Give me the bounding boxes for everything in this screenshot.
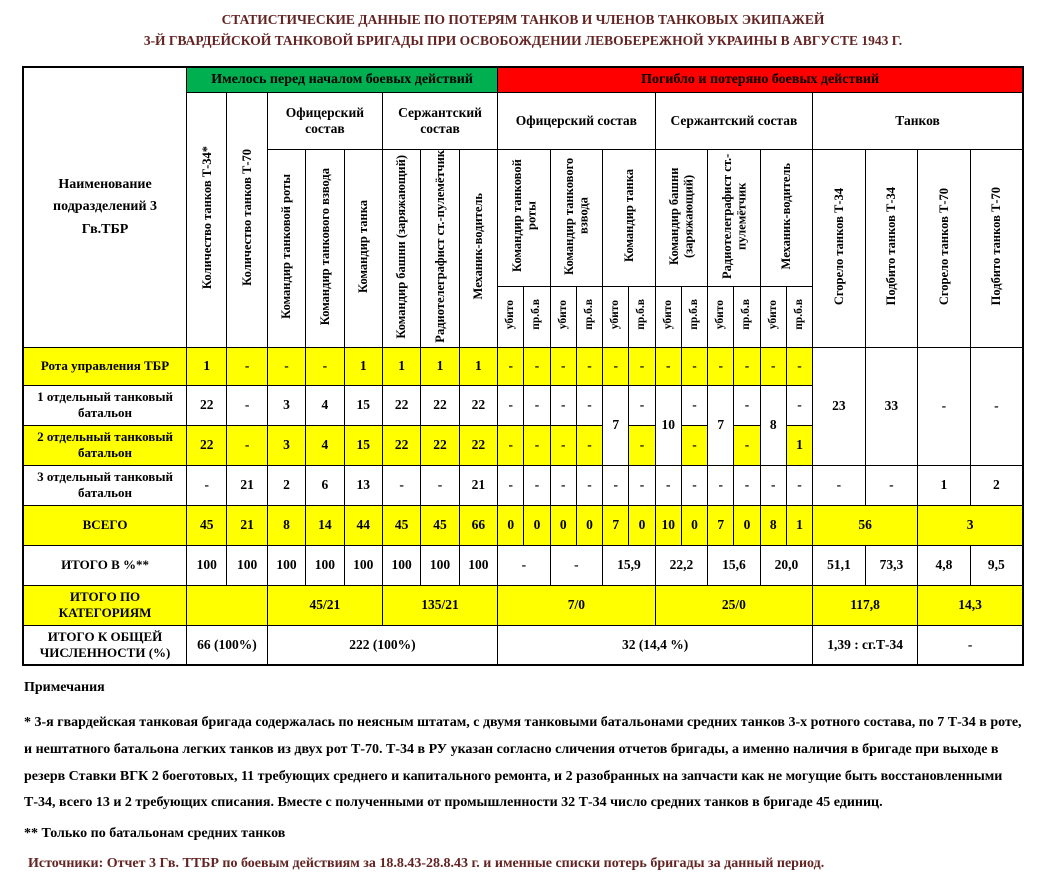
cell: - xyxy=(629,465,655,505)
column-header-t34-count: Количество танков Т-34* xyxy=(187,92,227,347)
cell: 44 xyxy=(344,505,382,545)
cell: - xyxy=(760,465,786,505)
cell: - xyxy=(603,347,629,385)
row-label: ИТОГО К ОБЩЕЙ ЧИСЛЕННОСТИ (%) xyxy=(23,625,187,665)
row-label: ВСЕГО xyxy=(23,505,187,545)
group-officer-lost: Офицерский состав xyxy=(498,92,656,149)
row-label: ИТОГО ПО КАТЕГОРИЯМ xyxy=(23,585,187,625)
table-row-battalion-3 xyxy=(23,465,1023,505)
cell: - xyxy=(629,347,655,385)
cell-total-t70: 3 xyxy=(918,505,1023,545)
page-title xyxy=(0,0,1046,52)
cell: 1 xyxy=(918,465,971,505)
cell: 21 xyxy=(227,505,267,545)
cell: - xyxy=(524,425,550,465)
cell: 14,3 xyxy=(918,585,1023,625)
column-header-position-lost: Командир танковой роты xyxy=(498,149,551,286)
column-header-tank: Подбито танков Т-34 xyxy=(865,149,918,347)
group-sergeant-had: Сержантский состав xyxy=(382,92,497,149)
cell: 20,0 xyxy=(760,545,813,585)
cell: 135/21 xyxy=(382,585,497,625)
banner-lost: Погибло и потеряно боевых действий xyxy=(498,67,1023,93)
cell: 66 xyxy=(459,505,497,545)
cell: - xyxy=(734,385,760,425)
column-header-killed: убито xyxy=(760,286,786,347)
cell: 25/0 xyxy=(655,585,813,625)
cell: 51,1 xyxy=(813,545,866,585)
row-label: ИТОГО В %** xyxy=(23,545,187,585)
cell: 45 xyxy=(421,505,459,545)
table-row-by-category xyxy=(23,585,1023,625)
cell-tanks-merged: 33 xyxy=(865,347,918,465)
cell: 22,2 xyxy=(655,545,708,585)
cell: - xyxy=(550,425,576,465)
cell: 1,39 : сг.Т-34 xyxy=(813,625,918,665)
cell: 6 xyxy=(306,465,344,505)
cell: - xyxy=(498,385,524,425)
cell: - xyxy=(681,347,707,385)
column-header-tank: Сгорело танков Т-34 xyxy=(813,149,866,347)
cell: - xyxy=(655,465,681,505)
cell: - xyxy=(681,425,707,465)
cell: 100 xyxy=(459,545,497,585)
cell: 0 xyxy=(681,505,707,545)
cell: 100 xyxy=(382,545,420,585)
cell: - xyxy=(524,347,550,385)
cell: 66 (100%) xyxy=(187,625,268,665)
cell-merged: 8 xyxy=(760,385,786,465)
column-header-killed: убито xyxy=(550,286,576,347)
cell-tanks-merged: 23 xyxy=(813,347,866,465)
cell-merged: 10 xyxy=(655,385,681,465)
cell: 45 xyxy=(187,505,227,545)
column-header-position: Командир башни (заряжающий) xyxy=(382,149,420,347)
column-header-t70-count: Количество танков Т-70 xyxy=(227,92,267,347)
cell: 1 xyxy=(344,347,382,385)
cell: - xyxy=(498,465,524,505)
cell: 9,5 xyxy=(970,545,1023,585)
cell: 100 xyxy=(187,545,227,585)
row-label: 2 отдельный танковый батальон xyxy=(23,425,187,465)
cell: 100 xyxy=(421,545,459,585)
cell: - xyxy=(786,347,812,385)
cell: - xyxy=(681,385,707,425)
cell: - xyxy=(382,465,420,505)
column-header-position-lost: Командир башни (заряжающий) xyxy=(655,149,708,286)
cell: 1 xyxy=(187,347,227,385)
cell: - xyxy=(603,465,629,505)
cell: - xyxy=(576,385,602,425)
notes-heading: Примечания xyxy=(24,680,105,696)
group-officer-had: Офицерский состав xyxy=(267,92,382,149)
cell: - xyxy=(681,465,707,505)
cell: 32 (14,4 %) xyxy=(498,625,813,665)
cell: 3 xyxy=(267,425,305,465)
cell: 21 xyxy=(459,465,497,505)
column-header-position-lost: Механик-водитель xyxy=(760,149,813,286)
cell: - xyxy=(267,347,305,385)
cell: - xyxy=(524,385,550,425)
cell: 22 xyxy=(421,425,459,465)
column-header-killed: убито xyxy=(498,286,524,347)
cell: 73,3 xyxy=(865,545,918,585)
cell: - xyxy=(498,425,524,465)
cell: - xyxy=(786,385,812,425)
cell: 14 xyxy=(306,505,344,545)
cell: 1 xyxy=(382,347,420,385)
cell: 7/0 xyxy=(498,585,656,625)
cell: 100 xyxy=(267,545,305,585)
sources-line: Источники: Отчет 3 Гв. ТТБР по боевым действиям за 18.8.43-28.8.43 г. и именные списки потерь бригады за данный период. xyxy=(28,856,825,872)
column-header-position-lost: Радиотелеграфист ст.-пулемётчик xyxy=(708,149,761,286)
column-header-position: Радиотелеграфист ст.-пулемётчик xyxy=(421,149,459,347)
cell: - xyxy=(576,465,602,505)
cell-tanks-merged: - xyxy=(918,347,971,465)
cell: - xyxy=(227,347,267,385)
column-header-position: Командир танковой роты xyxy=(267,149,305,347)
cell: 0 xyxy=(734,505,760,545)
header-banner-row xyxy=(23,67,1023,93)
cell: - xyxy=(655,347,681,385)
cell: 117,8 xyxy=(813,585,918,625)
cell: 22 xyxy=(382,425,420,465)
cell: 4,8 xyxy=(918,545,971,585)
cell: 22 xyxy=(187,385,227,425)
column-header-missing: пр.б.в xyxy=(629,286,655,347)
column-header-killed: убито xyxy=(603,286,629,347)
column-header-killed: убито xyxy=(655,286,681,347)
cell: - xyxy=(227,425,267,465)
column-header-position: Механик-водитель xyxy=(459,149,497,347)
cell: - xyxy=(734,465,760,505)
cell: 1 xyxy=(786,505,812,545)
cell: 0 xyxy=(498,505,524,545)
table-row-control-company xyxy=(23,347,1023,385)
cell: 7 xyxy=(603,505,629,545)
cell: - xyxy=(629,425,655,465)
cell: 45 xyxy=(382,505,420,545)
cell: 3 xyxy=(267,385,305,425)
column-header-missing: пр.б.в xyxy=(524,286,550,347)
cell: 2 xyxy=(267,465,305,505)
cell: 21 xyxy=(227,465,267,505)
cell: 0 xyxy=(524,505,550,545)
cell: 7 xyxy=(708,505,734,545)
cell: - xyxy=(550,465,576,505)
cell: - xyxy=(734,347,760,385)
column-header-tank: Подбито танков Т-70 xyxy=(970,149,1023,347)
cell: - xyxy=(865,465,918,505)
title-line1: СТАТИСТИЧЕСКИЕ ДАННЫЕ ПО ПОТЕРЯМ ТАНКОВ И ЧЛЕНОВ ТАНКОВЫХ ЭКИПАЖЕЙ xyxy=(221,12,825,27)
cell: - xyxy=(918,625,1023,665)
cell: - xyxy=(498,545,551,585)
cell: 15,9 xyxy=(603,545,656,585)
cell-tanks-merged: - xyxy=(970,347,1023,465)
cell: 10 xyxy=(655,505,681,545)
statistics-table-wrap xyxy=(22,66,1046,667)
group-tanks-lost: Танков xyxy=(813,92,1023,149)
cell-total-t34: 56 xyxy=(813,505,918,545)
diagonal-cell xyxy=(187,585,268,625)
cell: 1 xyxy=(421,347,459,385)
cell: 8 xyxy=(267,505,305,545)
statistics-table xyxy=(22,66,1024,667)
cell: 1 xyxy=(786,425,812,465)
cell: - xyxy=(421,465,459,505)
cell: 22 xyxy=(187,425,227,465)
cell: 2 xyxy=(970,465,1023,505)
cell: - xyxy=(550,347,576,385)
cell-merged: 7 xyxy=(708,385,734,465)
cell: 4 xyxy=(306,385,344,425)
cell: - xyxy=(550,385,576,425)
table-row-percent xyxy=(23,545,1023,585)
cell: - xyxy=(708,465,734,505)
cell: 15 xyxy=(344,385,382,425)
column-header-position-lost: Командир танка xyxy=(603,149,656,286)
column-header-missing: пр.б.в xyxy=(786,286,812,347)
row-label: 1 отдельный танковый батальон xyxy=(23,385,187,425)
column-header-position-lost: Командир танкового взвода xyxy=(550,149,603,286)
cell: 1 xyxy=(459,347,497,385)
column-header-missing: пр.б.в xyxy=(576,286,602,347)
cell: - xyxy=(708,347,734,385)
cell: 22 xyxy=(382,385,420,425)
table-row-to-strength xyxy=(23,625,1023,665)
table-row-total xyxy=(23,505,1023,545)
cell: - xyxy=(306,347,344,385)
cell: 100 xyxy=(306,545,344,585)
column-header-position: Командир танкового взвода xyxy=(306,149,344,347)
column-header-killed: убито xyxy=(708,286,734,347)
note-asterisk: * 3-я гвардейская танковая бригада содержалась по неясным штатам, с двумя танковыми батальонами средних танков 3-х ротного состава, по 7 Т-34 в роте, и нештатного батальона легких танков из двух рот Т-70. Т-34 в РУ указан согласно сличения отчетов бригады, а именно наличия в бригаде при выходе в резерв Ставки ВГК 2 боеготовых, 11 требующих среднего и капитального ремонта, и 2 разобранных на запчасти как не могущие быть восстановленными Т-34, всего 13 и 2 требующих списания. Вместе с полученными от промышленности 32 Т-34 число средних танков в бригаде 45 единиц. xyxy=(24,715,1022,811)
cell: 22 xyxy=(421,385,459,425)
column-header-missing: пр.б.в xyxy=(734,286,760,347)
cell: 15,6 xyxy=(708,545,761,585)
column-header-missing: пр.б.в xyxy=(681,286,707,347)
banner-had: Имелось перед началом боевых действий xyxy=(187,67,498,93)
cell: 22 xyxy=(459,385,497,425)
cell: 4 xyxy=(306,425,344,465)
title-line2: 3-Й ГВАРДЕЙСКОЙ ТАНКОВОЙ БРИГАДЫ ПРИ ОСВОБОЖДЕНИИ ЛЕВОБЕРЕЖНОЙ УКРАИНЫ В АВГУСТЕ 1943 Г. xyxy=(143,32,903,48)
cell: 22 xyxy=(459,425,497,465)
corner-header: Наименование подразделений 3 Гв.ТБР xyxy=(23,67,187,348)
column-header-tank: Сгорело танков Т-70 xyxy=(918,149,971,347)
cell: - xyxy=(550,545,603,585)
cell: - xyxy=(629,385,655,425)
note-double-asterisk: ** Только по батальонам средних танков xyxy=(24,825,286,841)
cell: - xyxy=(760,347,786,385)
row-label: 3 отдельный танковый батальон xyxy=(23,465,187,505)
cell: 0 xyxy=(550,505,576,545)
cell: 8 xyxy=(760,505,786,545)
cell: 45/21 xyxy=(267,585,382,625)
cell: - xyxy=(786,465,812,505)
cell: - xyxy=(576,347,602,385)
cell-merged: 7 xyxy=(603,385,629,465)
cell: 0 xyxy=(576,505,602,545)
cell: - xyxy=(187,465,227,505)
cell: 100 xyxy=(344,545,382,585)
cell: - xyxy=(576,425,602,465)
cell: 13 xyxy=(344,465,382,505)
cell: - xyxy=(498,347,524,385)
cell: - xyxy=(734,425,760,465)
row-label: Рота управления ТБР xyxy=(23,347,187,385)
column-header-position: Командир танка xyxy=(344,149,382,347)
cell: 222 (100%) xyxy=(267,625,497,665)
cell: - xyxy=(813,465,866,505)
notes-section xyxy=(24,680,1024,875)
cell: 100 xyxy=(227,545,267,585)
cell: 0 xyxy=(629,505,655,545)
group-sergeant-lost: Сержантский состав xyxy=(655,92,813,149)
cell: - xyxy=(524,465,550,505)
cell: 15 xyxy=(344,425,382,465)
cell: - xyxy=(227,385,267,425)
